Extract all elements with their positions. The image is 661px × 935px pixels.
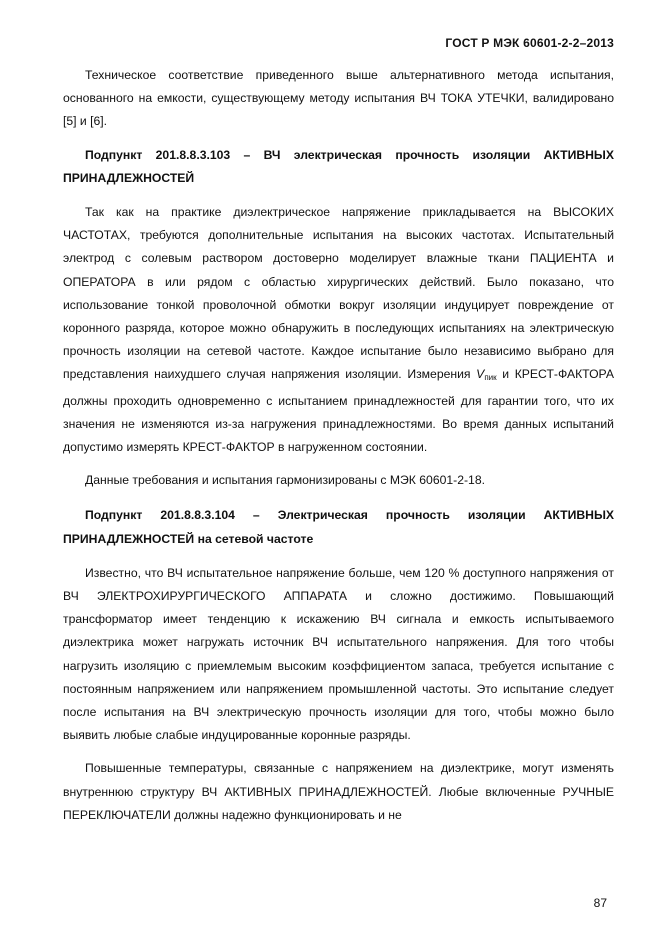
document-header: ГОСТ Р МЭК 60601-2-2–2013 (445, 36, 614, 50)
paragraph-harmonized: Данные требования и испытания гармонизированы с МЭК 60601-2-18. (85, 473, 485, 488)
heading-subclause-104: Подпункт 201.8.8.3.104 – Электрическая прочность изоляции АКТИВНЫХ ПРИНАДЛЕЖНОСТЕЙ на сетевой частоте (63, 508, 614, 546)
page-number: 87 (593, 896, 607, 910)
paragraph-hf-dielectric (63, 201, 614, 459)
paragraph-temperatures: Повышенные температуры, связанные с напряжением на диэлектрике, могут изменять внутреннюю структуру ВЧ АКТИВНЫХ ПРИНАДЛЕЖНОСТЕЙ. Любые включенные РУЧНЫЕ ПЕРЕКЛЮЧАТЕЛИ должны надежно функционировать и не (63, 761, 614, 822)
paragraph-text: и КРЕСТ-ФАКТОРА должны проходить одновременно с испытанием принадлежностей для гарантии того, что их значения не изменяются из-за нагружения принадлежностями. Во время данных испытаний допустимо измерять КРЕСТ-ФАКТОР в нагруженном состоянии. (63, 367, 614, 455)
paragraph-capacitance-method: Техническое соответствие приведенного выше альтернативного метода испытания, основанного на емкости, существующему методу испытания ВЧ ТОКА УТЕЧКИ, валидировано [5] и [6]. (63, 68, 614, 129)
v-peak-symbol: V (476, 367, 485, 382)
heading-subclause-103: Подпункт 201.8.8.3.103 – ВЧ электрическая прочность изоляции АКТИВНЫХ ПРИНАДЛЕЖНОСТЕЙ (63, 147, 614, 185)
paragraph-text: Так как на практике диэлектрическое напряжение прикладывается на ВЫСОКИХ ЧАСТОТАХ, требуются дополнительные испытания на высоких частотах. Испытательный электрод с солевым раствором достоверно моделирует влажные ткани ПАЦИЕНТА и ОПЕРАТОРА в или рядом с областью хирургических действий. Было показано, что использование тонкой проволочной обмотки вокруг изоляции индуцирует повреждение от коронного разряда, которое можно обнаружить в последующих испытаниях на электрическую прочность изоляции на сетевой частоте. Каждое испытание было независимо выбрано для представления наихудшего случая напряжения изоляции. Измерения (63, 205, 614, 382)
v-peak-subscript: пик (484, 373, 497, 383)
paragraph-mains-frequency: Известно, что ВЧ испытательное напряжение больше, чем 120 % доступного напряжения от ВЧ ЭЛЕКТРОХИРУРГИЧЕСКОГО АППАРАТА и сложно достижимо. Повышающий трансформатор имеет тенденцию к искажению ВЧ сигнала и емкость испытываемого диэлектрика может нагружать источник ВЧ испытательного напряжения. Для того чтобы нагрузить изоляцию с приемлемым высоким коэффициентом запаса, требуется испытание с постоянным напряжением или напряжением промышленной частоты. Это испытание следует после испытания на ВЧ электрическую прочность изоляции для того, чтобы можно было выявить любые слабые индуцированные коронные разряды. (63, 565, 614, 743)
page-body (63, 64, 614, 827)
